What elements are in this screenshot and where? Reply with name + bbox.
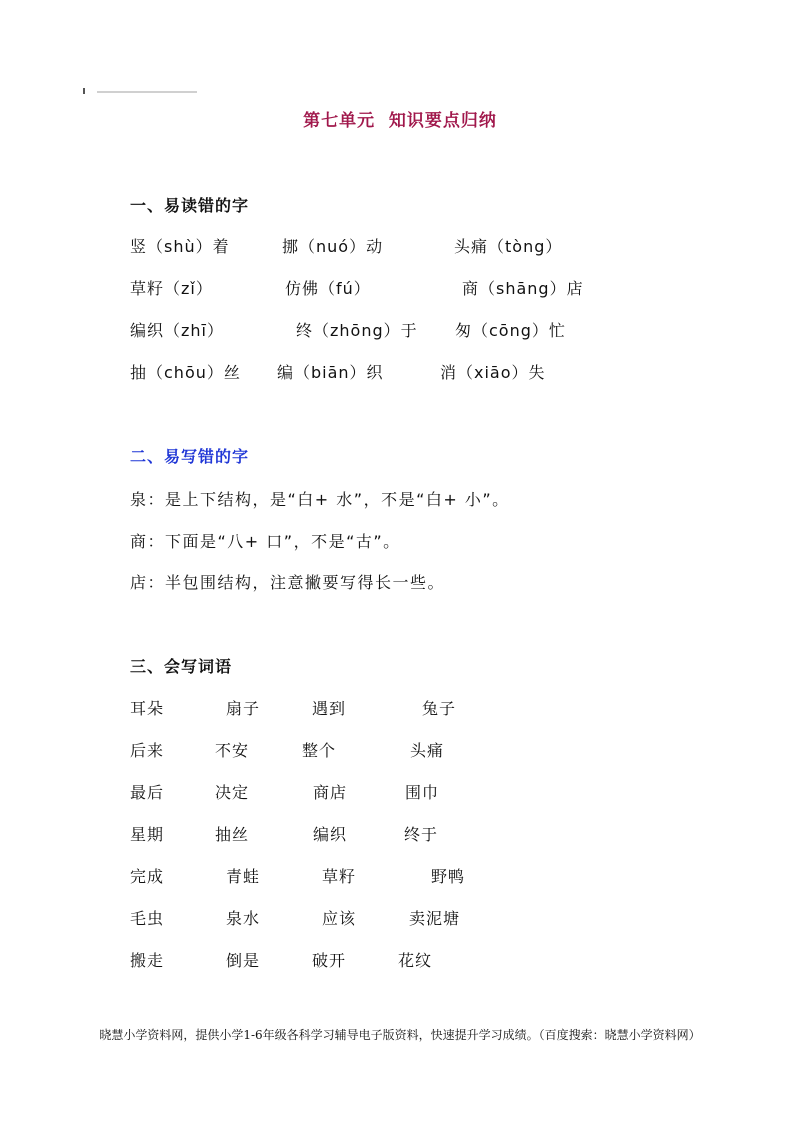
pinyin-item: 商（shāng）店 xyxy=(462,279,584,298)
word-item: 花纹 xyxy=(398,951,433,970)
word-item: 头痛 xyxy=(410,741,445,760)
pinyin-item: 仿佛（fú） xyxy=(285,279,371,298)
page-title: 第七单元 知识要点归纳 xyxy=(303,111,497,131)
word-item: 搬走 xyxy=(130,951,165,970)
pinyin-item: 草籽（zǐ） xyxy=(130,279,213,298)
word-item: 完成 xyxy=(130,867,165,886)
pinyin-row xyxy=(0,318,800,342)
word-item: 星期 xyxy=(130,825,165,844)
section-heading-3: 三、会写词语 xyxy=(130,657,233,676)
pinyin-item: 消（xiāo）失 xyxy=(440,363,546,382)
word-row xyxy=(0,780,800,804)
word-item: 整个 xyxy=(302,741,337,760)
pinyin-item: 抽（chōu）丝 xyxy=(130,363,241,382)
word-row xyxy=(0,738,800,762)
section-heading-1: 一、易读错的字 xyxy=(130,196,250,215)
word-item: 扇子 xyxy=(226,699,261,718)
word-item: 倒是 xyxy=(226,951,261,970)
word-row xyxy=(0,948,800,972)
pinyin-row xyxy=(0,234,800,258)
word-item: 决定 xyxy=(215,783,250,802)
section-heading-2: 二、易写错的字 xyxy=(130,447,250,466)
word-row xyxy=(0,696,800,720)
pinyin-row xyxy=(0,360,800,384)
word-item: 泉水 xyxy=(226,909,261,928)
word-item: 耳朵 xyxy=(130,699,165,718)
pinyin-item: 头痛（tòng） xyxy=(454,237,563,256)
pinyin-item: 挪（nuó）动 xyxy=(282,237,384,256)
word-item: 草籽 xyxy=(322,867,357,886)
corner-scan-mark xyxy=(83,88,198,96)
writing-rule: 泉：是上下结构，是“白+ 水”，不是“白+ 小”。 xyxy=(130,490,510,509)
pinyin-item: 匆（cōng）忙 xyxy=(455,321,566,340)
scan-smudge xyxy=(97,91,197,93)
word-item: 毛虫 xyxy=(130,909,165,928)
word-item: 最后 xyxy=(130,783,165,802)
word-item: 不安 xyxy=(215,741,250,760)
writing-rule: 店：半包围结构，注意撇要写得长一些。 xyxy=(130,573,446,592)
word-item: 卖泥塘 xyxy=(409,909,461,928)
word-item: 编织 xyxy=(313,825,348,844)
word-row xyxy=(0,822,800,846)
word-item: 应该 xyxy=(322,909,357,928)
word-item: 终于 xyxy=(404,825,439,844)
word-item: 围巾 xyxy=(405,783,440,802)
word-item: 后来 xyxy=(130,741,165,760)
writing-rule: 商：下面是“八+ 口”，不是“古”。 xyxy=(130,532,401,551)
word-item: 破开 xyxy=(312,951,347,970)
pinyin-row xyxy=(0,276,800,300)
word-item: 抽丝 xyxy=(215,825,250,844)
word-row xyxy=(0,864,800,888)
pinyin-item: 编（biān）织 xyxy=(277,363,384,382)
word-item: 遇到 xyxy=(312,699,347,718)
pinyin-item: 终（zhōng）于 xyxy=(296,321,418,340)
word-row xyxy=(0,906,800,930)
word-item: 野鸭 xyxy=(431,867,466,886)
pinyin-item: 编织（zhī） xyxy=(130,321,224,340)
page-footer: 晓慧小学资料网，提供小学1-6年级各科学习辅导电子版资料，快速提升学习成绩。（百度搜索：晓慧小学资料网） xyxy=(99,1028,701,1042)
scan-tick-mark xyxy=(83,88,85,94)
word-item: 兔子 xyxy=(422,699,457,718)
pinyin-item: 竖（shù）着 xyxy=(130,237,230,256)
word-item: 青蛙 xyxy=(226,867,261,886)
word-item: 商店 xyxy=(313,783,348,802)
